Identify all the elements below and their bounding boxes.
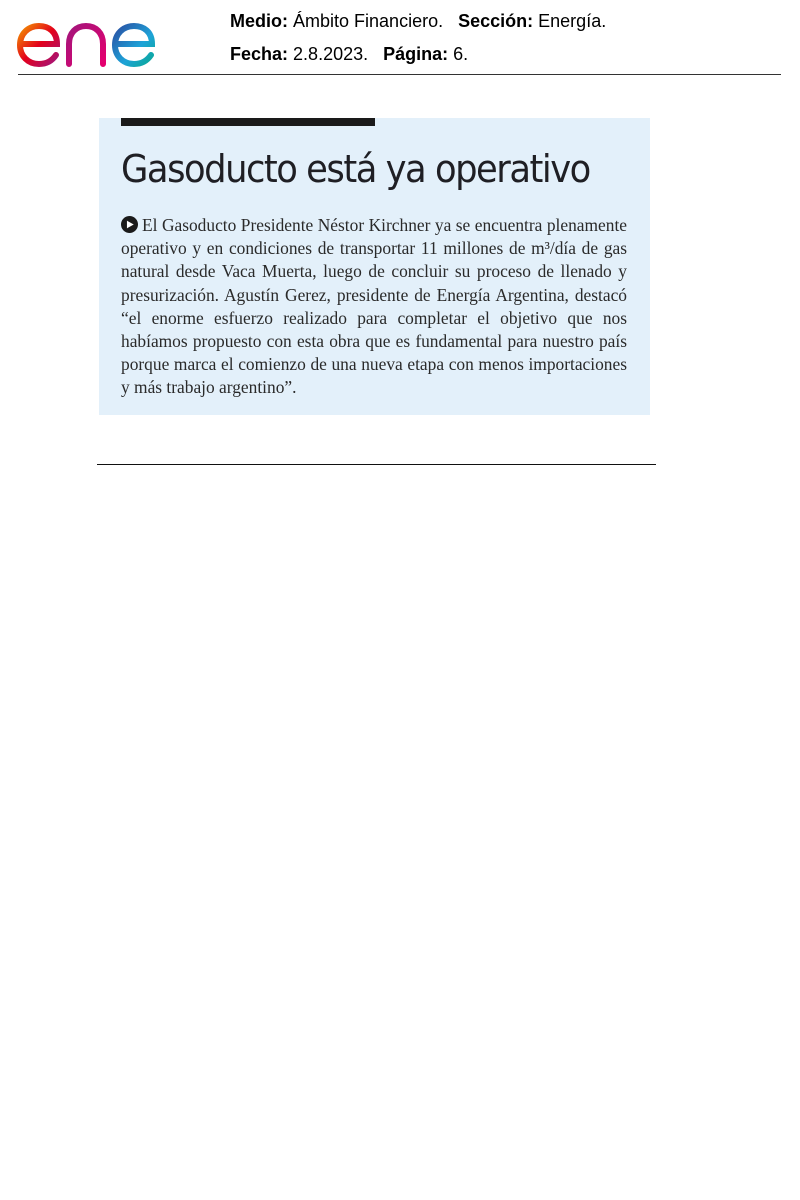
article-body-paragraph — [121, 214, 627, 400]
header-divider — [18, 74, 781, 75]
enel-logo — [16, 4, 182, 68]
seccion-label: Sección: — [458, 11, 534, 31]
article-bottom-divider — [97, 464, 656, 465]
medio-value: Ámbito Financiero. — [293, 11, 444, 31]
arrow-circle-icon — [121, 216, 138, 233]
seccion-value: Energía. — [538, 11, 607, 31]
article-body: El Gasoducto Presidente Néstor Kirchner ya se encuentra plenamente operativo y en condiciones de transportar 11 millones de m³/día de gas natural desde Vaca Muerta, luego de concluir su proceso de llenado y presurización. Agustín Gerez, presidente de Energía Argentina, destacó “el enorme esfuerzo realizado para completar el objetivo que nos habíamos propuesto con esta obra que es fundamental para nuestro país porque marca el comienzo de una nueva etapa con menos importaciones y más trabajo argentino”. — [121, 215, 627, 398]
pagina-label: Página: — [383, 44, 449, 64]
article-headline: Gasoducto está ya operativo — [121, 147, 590, 191]
article-clipping — [99, 118, 650, 415]
article-top-bar — [121, 118, 375, 126]
header-meta-line-1 — [230, 10, 606, 32]
pagina-value: 6. — [453, 44, 469, 64]
fecha-value: 2.8.2023. — [293, 44, 369, 64]
medio-label: Medio: — [230, 11, 288, 31]
header-meta-line-2 — [230, 43, 468, 65]
fecha-label: Fecha: — [230, 44, 289, 64]
